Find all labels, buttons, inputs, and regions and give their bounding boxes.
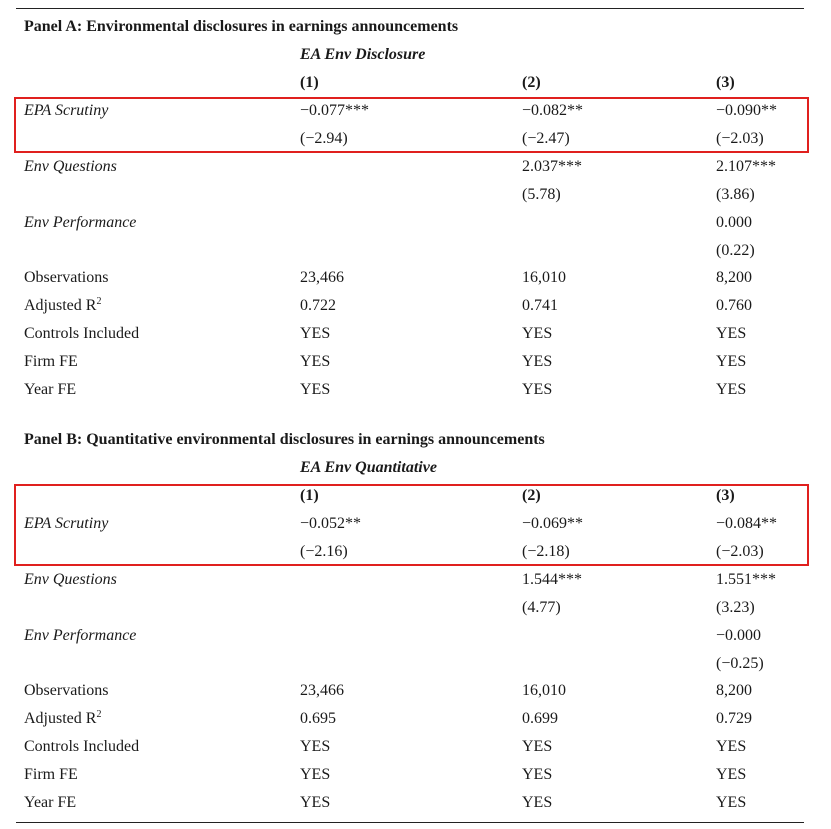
bottom-rule bbox=[16, 822, 804, 823]
table-cell: (3.23) bbox=[716, 599, 755, 616]
table-cell: 1.551*** bbox=[716, 571, 776, 588]
panel-a-column-3-header: (3) bbox=[716, 74, 735, 91]
row-label-text: Controls Included bbox=[24, 738, 140, 755]
table-cell: 8,200 bbox=[716, 682, 752, 699]
panel-b-highlight-box bbox=[14, 484, 809, 566]
table-cell: YES bbox=[522, 766, 553, 783]
table-cell: (−2.03) bbox=[716, 543, 764, 560]
table-cell: YES bbox=[716, 738, 747, 755]
table-cell: 1.544*** bbox=[522, 571, 582, 588]
table-cell: YES bbox=[300, 325, 331, 342]
table-cell: YES bbox=[716, 766, 747, 783]
panel-a-title: Panel A: Environmental disclosures in earnings announcements bbox=[24, 18, 459, 35]
table-cell: −0.084** bbox=[716, 515, 778, 532]
table-cell: −0.069** bbox=[522, 515, 584, 532]
top-rule bbox=[16, 8, 804, 9]
table-cell: YES bbox=[716, 381, 747, 398]
row-label-text: Observations bbox=[24, 269, 109, 286]
table-cell: 0.729 bbox=[716, 710, 752, 727]
table-cell: 0.699 bbox=[522, 710, 558, 727]
row-label-text: Controls Included bbox=[24, 325, 140, 342]
table-cell: YES bbox=[522, 325, 553, 342]
table-cell: (0.22) bbox=[716, 242, 755, 259]
table-cell: (−2.16) bbox=[300, 543, 348, 560]
table-cell: −0.082** bbox=[522, 102, 584, 119]
table-cell: 0.722 bbox=[300, 297, 336, 314]
row-label-text: Env Performance bbox=[24, 627, 137, 644]
table-cell: (−2.18) bbox=[522, 543, 570, 560]
row-label bbox=[24, 352, 78, 372]
panel-b-column-1-header: (1) bbox=[300, 487, 319, 504]
row-label-text: Firm FE bbox=[24, 353, 78, 370]
table-cell: 23,466 bbox=[300, 682, 344, 699]
table-cell: −0.000 bbox=[716, 627, 762, 644]
table-cell: (−2.47) bbox=[522, 130, 570, 147]
table-cell: YES bbox=[300, 794, 331, 811]
row-label-text: Adjusted R bbox=[24, 710, 97, 727]
table-cell: −0.077*** bbox=[300, 102, 370, 119]
panel-a-dependent-variable: EA Env Disclosure bbox=[300, 46, 426, 63]
row-label bbox=[24, 157, 117, 177]
table-cell: (3.86) bbox=[716, 186, 755, 203]
table-cell: 2.107*** bbox=[716, 158, 776, 175]
row-label-text: EPA Scrutiny bbox=[24, 515, 109, 532]
panel-a-column-2-header: (2) bbox=[522, 74, 541, 91]
table-cell: (−2.94) bbox=[300, 130, 348, 147]
row-label-text: EPA Scrutiny bbox=[24, 102, 109, 119]
table-cell: YES bbox=[522, 381, 553, 398]
table-cell: YES bbox=[716, 353, 747, 370]
row-label bbox=[24, 681, 108, 701]
panel-b-title: Panel B: Quantitative environmental disclosures in earnings announcements bbox=[24, 431, 545, 448]
row-label bbox=[24, 380, 76, 400]
row-label-text: Firm FE bbox=[24, 766, 78, 783]
table-cell: YES bbox=[522, 353, 553, 370]
table-cell: YES bbox=[716, 325, 747, 342]
row-label bbox=[24, 737, 139, 757]
row-label bbox=[24, 570, 117, 590]
row-label bbox=[24, 324, 139, 344]
table-cell: 0.695 bbox=[300, 710, 336, 727]
row-label bbox=[24, 213, 136, 233]
table-cell: 8,200 bbox=[716, 269, 752, 286]
table-cell: YES bbox=[300, 766, 331, 783]
table-cell: 0.000 bbox=[716, 214, 752, 231]
table-cell: −0.052** bbox=[300, 515, 362, 532]
row-label-text: Env Questions bbox=[24, 158, 117, 175]
table-cell: YES bbox=[300, 381, 331, 398]
superscript: 2 bbox=[96, 709, 102, 720]
table-cell: YES bbox=[522, 794, 553, 811]
row-label-text: Year FE bbox=[24, 381, 77, 398]
table-cell: 23,466 bbox=[300, 269, 344, 286]
table-cell: 16,010 bbox=[522, 682, 566, 699]
row-label bbox=[24, 709, 101, 729]
row-label bbox=[24, 268, 108, 288]
table-cell: −0.090** bbox=[716, 102, 778, 119]
row-label-text: Observations bbox=[24, 682, 109, 699]
panel-b-column-2-header: (2) bbox=[522, 487, 541, 504]
row-label bbox=[24, 765, 78, 785]
row-label bbox=[24, 296, 101, 316]
panel-b-column-3-header: (3) bbox=[716, 487, 735, 504]
table-cell: (5.78) bbox=[522, 186, 561, 203]
table-cell: YES bbox=[300, 738, 331, 755]
row-label-text: Adjusted R bbox=[24, 297, 97, 314]
table-cell: 0.741 bbox=[522, 297, 558, 314]
row-label-text: Env Questions bbox=[24, 571, 117, 588]
panel-b-dependent-variable: EA Env Quantitative bbox=[300, 459, 437, 476]
table-cell: (−0.25) bbox=[716, 655, 764, 672]
row-label-text: Year FE bbox=[24, 794, 77, 811]
table-cell: YES bbox=[300, 353, 331, 370]
table-cell: 16,010 bbox=[522, 269, 566, 286]
table-cell: YES bbox=[522, 738, 553, 755]
table-cell: 0.760 bbox=[716, 297, 752, 314]
table-cell: (4.77) bbox=[522, 599, 561, 616]
row-label bbox=[24, 626, 136, 646]
table-cell: YES bbox=[716, 794, 747, 811]
row-label-text: Env Performance bbox=[24, 214, 137, 231]
table-cell: (−2.03) bbox=[716, 130, 764, 147]
row-label bbox=[24, 793, 76, 813]
superscript: 2 bbox=[96, 296, 102, 307]
panel-a-column-1-header: (1) bbox=[300, 74, 319, 91]
table-cell: 2.037*** bbox=[522, 158, 582, 175]
panel-a-highlight-box bbox=[14, 97, 809, 153]
